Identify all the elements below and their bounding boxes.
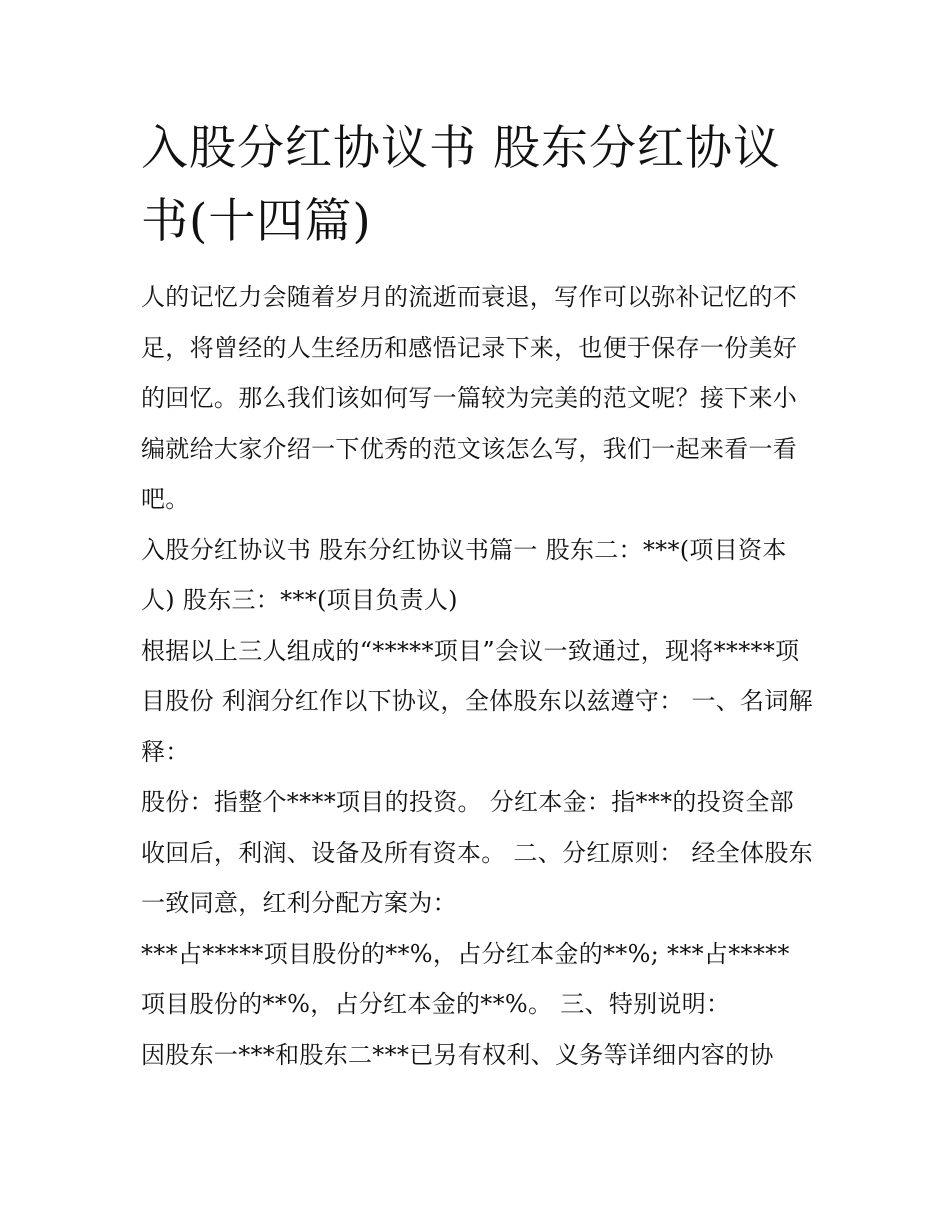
paragraph-special-notes: 因股东一***和股东二***已另有权利、义务等详细内容的协 (141, 1040, 774, 1069)
paragraph-intro: 人的记忆力会随着岁月的流逝而衰退，写作可以弥补记忆的不足，将曾经的人生经历和感悟记录下来，也便于保存一份美好的回忆。那么我们该如何写一篇较为完美的范文呢？接下来小编就给大家介绍一下优秀的范文该怎么写，我们一起来看一看吧。 (141, 283, 798, 513)
paragraph-agreement: 根据以上三人组成的“*****项目”会议一致通过，现将*****项目股份 利润分红作以下协议，全体股东以兹遵守： 一、名词解释： (141, 636, 813, 766)
document-title: 入股分红协议书 股东分红协议书(十四篇) (141, 121, 781, 249)
paragraph-shareholders: 入股分红协议书 股东分红协议书篇一 股东二：***(项目资本人) 股东三：***(项目负责人) (141, 535, 787, 614)
document-body (141, 112, 813, 1080)
paragraph-definitions: 股份：指整个****项目的投资。 分红本金：指***的投资全部收回后，利润、设备及所有资本。 二、分红原则： 经全体股东一致同意，红利分配方案为： (141, 788, 813, 917)
paragraph-distribution: ***占*****项目股份的**%，占分红本金的**%; ***占*****项目股份的**%，占分红本金的**%。 三、特别说明： (141, 939, 790, 1018)
